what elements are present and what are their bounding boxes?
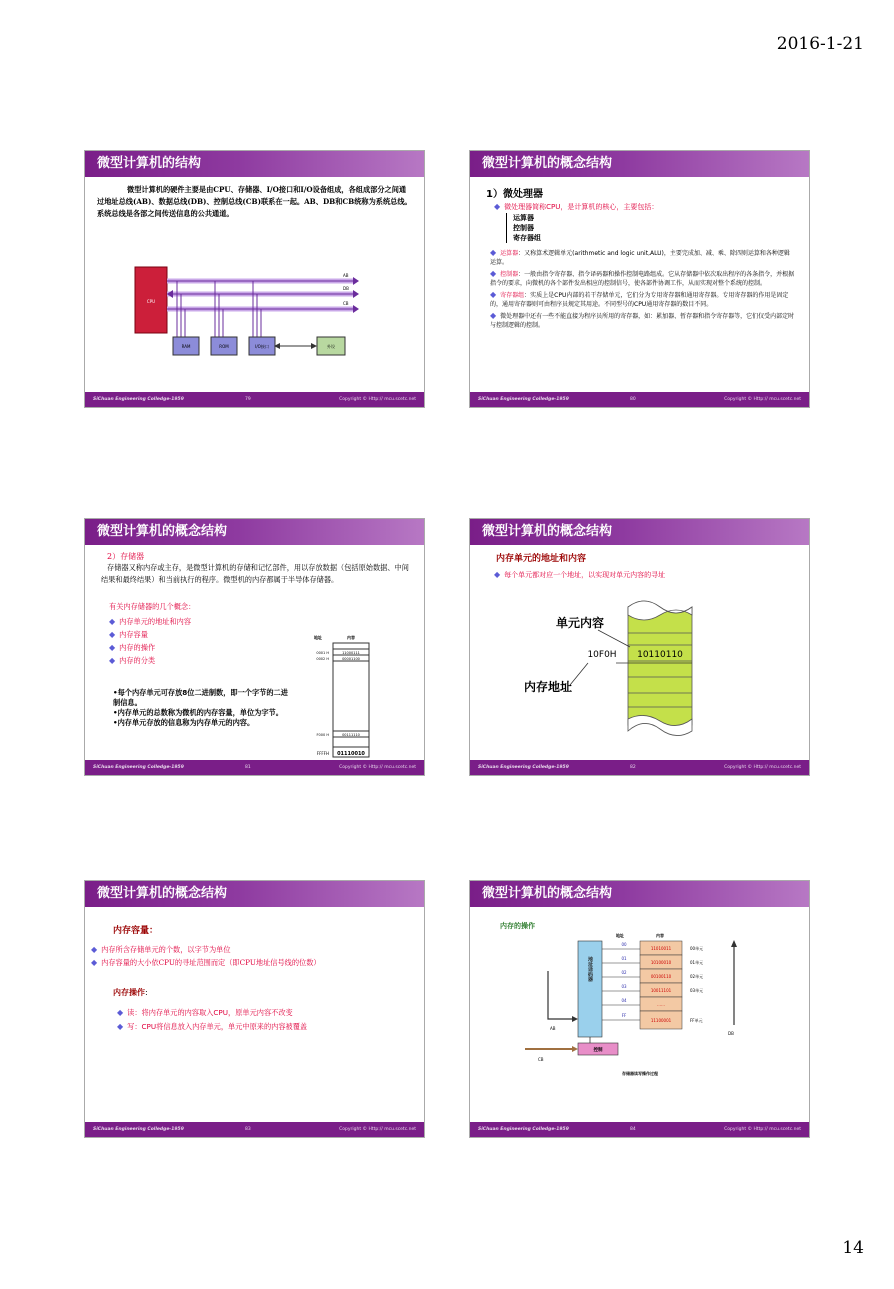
- diamond-icon: ◆: [494, 570, 501, 579]
- operation-title: 内存操作: [113, 988, 145, 997]
- part-item: 寄存器组: [513, 234, 541, 242]
- slide-heading: 1）微处理器: [486, 189, 543, 200]
- concept-item: ◆ 内存的分类: [109, 656, 156, 665]
- svg-text:02: 02: [621, 970, 627, 975]
- svg-text:00100110: 00100110: [650, 974, 672, 979]
- svg-text:10110110: 10110110: [637, 650, 683, 660]
- slide-address-content: [469, 518, 810, 776]
- slide-title: 微型计算机的概念结构: [470, 881, 809, 907]
- diamond-icon: ◆: [490, 311, 497, 320]
- svg-text:01: 01: [621, 956, 627, 961]
- list-item: ◆ 寄存器组：实质上是CPU内部的若干存储单元，它们分为专用寄存器和通用寄存器。专用寄存器的作用是固定的，通用寄存器则可由程序员规定其用途。不同型号的CPU通用寄存器的数目不同。: [490, 290, 789, 308]
- capacity-title: 内存容量: [113, 926, 150, 936]
- svg-text:01单元: 01单元: [690, 960, 704, 965]
- device-label: 外设: [327, 344, 335, 349]
- svg-text:11000111: 11000111: [342, 651, 360, 655]
- part-item: 运算器: [513, 214, 534, 222]
- slide-processor: 微型计算机的概念结构 1）微处理器 ◆ 微处理器简称CPU，是计算机的核心，主要包括： 运算器 控制器 寄存器组 ◆ 运算器：又称算术逻辑单元(arithmetic and logic unit,ALU)，主要完成加、减、乘、除四则运算和各种逻辑运算。 ◆ 控制器：一般由指令寄存器、指令译码器和操作控制电路组成。它从存储器中依次取出程序的各条指令，并根据指令的要求，向微机的各个部件发出相应的控制信号，使各部件协调工作，从而实现对整个系统的控制。 ◆ 寄存器组：实质上是CPU内部的若干存储单元，它们分为专用寄存器和通用寄存器。专用寄存器的作用是固定的，通用寄存器则可由程序员规定其用途。不同型号的CPU通用寄存器的数目不同。 ◆ 微处理器中还有一些不能直接为程序员所用的寄存器，如：累加器、暂存器和指令寄存器等，它们仅受内部定时与控制逻辑的控制。 SiChuan Engineering Colledge-1959 80 Copyright © Http:// mcu.scetc.net: [469, 150, 810, 408]
- diamond-icon: ◆: [91, 945, 98, 954]
- svg-text:00: 00: [621, 942, 627, 947]
- svg-text:02单元: 02单元: [690, 974, 704, 979]
- svg-text:0001 H: 0001 H: [316, 651, 329, 655]
- svg-text:FFFFH: FFFFH: [316, 751, 329, 756]
- list-item: ◆ 微处理器中还有一些不能直接为程序员所用的寄存器，如：累加器、暂存器和指令寄存器等，它们仅受内部定时与控制逻辑的控制。: [490, 311, 795, 329]
- slide-footer: SiChuan Engineering Colledge-1959 84 Copyright © Http:// mcu.scetc.net: [470, 1122, 809, 1137]
- diamond-icon: ◆: [109, 617, 116, 626]
- svg-text:11010011: 11010011: [650, 946, 672, 951]
- svg-text:存储器读写操作过程: 存储器读写操作过程: [622, 1071, 658, 1076]
- concept-item: ◆ 内存单元的地址和内容: [109, 617, 192, 626]
- slide-capacity: 微型计算机的概念结构 内存容量： ◆ 内存所含存储单元的个数，以字节为单位 ◆ 内存容量的大小依CPU的寻址范围而定（即CPU地址信号线的位数） 内存操作: ◆ 读：将内存单元的内容取入CPU，原单元内容不改变 ◆ 写：CPU将信息放入内存单元，单元中原来的内容被覆盖 SiChuan Engineering Colledge-1959 83 Copyright © Http:// mcu.scetc.net: [84, 880, 425, 1138]
- concepts-title: 有关内存储器的几个概念：: [109, 602, 196, 611]
- svg-text:03: 03: [621, 984, 627, 989]
- capacity-item: ◆ 内存容量的大小依CPU的寻址范围而定（即CPU地址信号线的位数）: [91, 958, 321, 967]
- diamond-icon: ◆: [117, 1008, 124, 1017]
- slide-title: 微型计算机的概念结构: [85, 519, 424, 545]
- diamond-icon: ◆: [490, 290, 497, 299]
- diamond-icon: ◆: [117, 1022, 124, 1031]
- operation-item: ◆ 读：将内存单元的内容取入CPU，原单元内容不改变: [117, 1008, 293, 1017]
- diamond-icon: ◆: [494, 202, 501, 211]
- slide-title: 微型计算机的概念结构: [85, 881, 424, 907]
- slide-title: 微型计算机的概念结构: [470, 151, 809, 177]
- diamond-icon: ◆: [109, 643, 116, 652]
- svg-text:11100001: 11100001: [650, 1018, 672, 1023]
- note-item: •每个内存单元可存放8位二进制数，即一个字节的二进制信息。: [113, 688, 288, 707]
- ram-label: RAM: [181, 344, 191, 349]
- memory-table: [85, 545, 425, 762]
- concept-item: ◆ 内存的操作: [109, 643, 156, 652]
- slide-heading: 内存的操作: [500, 922, 535, 930]
- svg-text:04: 04: [621, 998, 627, 1003]
- page-date: 2016-1-21: [776, 34, 864, 54]
- svg-text:AB: AB: [550, 1026, 556, 1031]
- slide-footer: SiChuan Engineering Colledge-1959 81 Copyright © Http:// mcu.scetc.net: [85, 760, 424, 775]
- slide-memory: [84, 518, 425, 776]
- svg-text:10011101: 10011101: [650, 988, 672, 993]
- diamond-icon: ◆: [490, 269, 497, 278]
- diamond-icon: ◆: [490, 248, 497, 257]
- diamond-icon: ◆: [109, 656, 116, 665]
- read-write-diagram: [470, 907, 810, 1124]
- cpu-label: CPU: [146, 299, 156, 304]
- memory-cell-diagram: [470, 545, 810, 762]
- svg-text:控制: 控制: [593, 1048, 603, 1053]
- bus-diagram: [85, 177, 425, 394]
- slide-paragraph: 存储器又称内存或主存，是微型计算机的存储和记忆部件，用以存放数据（包括原始数据、中间结果和最终结果）和当前执行的程序。微型机的内存都属于半导体存储器。: [101, 563, 409, 584]
- bullet-item: ◆ 每个单元都对应一个地址，以实现对单元内容的寻址: [494, 570, 666, 579]
- slide-footer: SiChuan Engineering Colledge-1959 82 Copyright © Http:// mcu.scetc.net: [470, 760, 809, 775]
- svg-text:F000 H: F000 H: [316, 733, 329, 737]
- note-item: •内存单元的总数称为微机的内存容量，单位为字节。: [113, 708, 283, 717]
- svg-text:00001100: 00001100: [342, 657, 360, 661]
- svg-text:10100010: 10100010: [650, 960, 672, 965]
- cb-label: CB: [343, 301, 349, 306]
- svg-text:FF: FF: [621, 1013, 627, 1018]
- slide-footer: SiChuan Engineering Colledge-1959 79 Copyright © Http:// mcu.scetc.net: [85, 392, 424, 407]
- page-number: 14: [842, 1238, 864, 1258]
- svg-text:00111110: 00111110: [342, 733, 360, 737]
- svg-text:单元内容: 单元内容: [555, 616, 605, 630]
- slide-footer: SiChuan Engineering Colledge-1959 80 Copyright © Http:// mcu.scetc.net: [470, 392, 809, 407]
- diamond-icon: ◆: [91, 958, 98, 967]
- io-label: I/O接口: [255, 344, 269, 349]
- ab-label: AB: [343, 273, 349, 278]
- part-item: 控制器: [513, 224, 534, 232]
- note-item: •内存单元存放的信息称为内存单元的内容。: [113, 718, 255, 727]
- svg-text:10F0H: 10F0H: [587, 650, 617, 660]
- slide-heading: 内存单元的地址和内容: [496, 554, 587, 564]
- slide-title: 微型计算机的概念结构: [470, 519, 809, 545]
- svg-text:CB: CB: [538, 1057, 544, 1062]
- slide-footer: SiChuan Engineering Colledge-1959 83 Copyright © Http:// mcu.scetc.net: [85, 1122, 424, 1137]
- svg-text:DB: DB: [728, 1031, 734, 1036]
- list-item: ◆ 运算器：又称算术逻辑单元(arithmetic and logic unit,ALU)，主要完成加、减、乘、除四则运算和各种逻辑运算。: [490, 248, 790, 266]
- svg-text:FF单元: FF单元: [690, 1018, 703, 1023]
- svg-text:地址: 地址: [616, 933, 624, 938]
- list-item: ◆ 控制器：一般由指令寄存器、指令译码器和操作控制电路组成。它从存储器中依次取出程序的各条指令，并根据指令的要求，向微机的各个部件发出相应的控制信号，使各部件协调工作，从而实现对整个系统的控制。: [490, 269, 795, 287]
- slide-heading: 2）存储器: [107, 552, 145, 561]
- svg-text:……: ……: [657, 1002, 665, 1007]
- slide-title: 微型计算机的结构: [85, 151, 424, 177]
- svg-text:00单元: 00单元: [690, 946, 704, 951]
- concept-item: ◆ 内存容量: [109, 630, 148, 639]
- svg-text:内存地址: 内存地址: [523, 680, 573, 694]
- slide-paragraph: 微型计算机的硬件主要是由CPU、存储器、I/O接口和I/O设备组成，各组成部分之间通过地址总线(AB)、数据总线(DB)、控制总线(CB)联系在一起。AB、DB和CB统称为系统总线。系统总线是各部之间传送信息的公共通道。: [97, 185, 412, 218]
- svg-text:01110010: 01110010: [337, 751, 365, 757]
- operation-item: ◆ 写：CPU将信息放入内存单元，单元中原来的内容被覆盖: [117, 1022, 308, 1031]
- db-label: DB: [343, 286, 349, 291]
- svg-text:内容: 内容: [656, 933, 664, 938]
- svg-text:03单元: 03单元: [690, 988, 704, 993]
- diamond-icon: ◆: [109, 630, 116, 639]
- slide-operation: [469, 880, 810, 1138]
- slide-structure: [84, 150, 425, 408]
- svg-text:内容: 内容: [347, 635, 355, 640]
- rom-label: ROM: [219, 344, 229, 349]
- capacity-item: ◆ 内存所含存储单元的个数，以字节为单位: [91, 945, 231, 954]
- svg-text:地址: 地址: [314, 635, 322, 640]
- svg-text:地址译码器: 地址译码器: [587, 956, 593, 982]
- svg-text:0002 H: 0002 H: [316, 657, 329, 661]
